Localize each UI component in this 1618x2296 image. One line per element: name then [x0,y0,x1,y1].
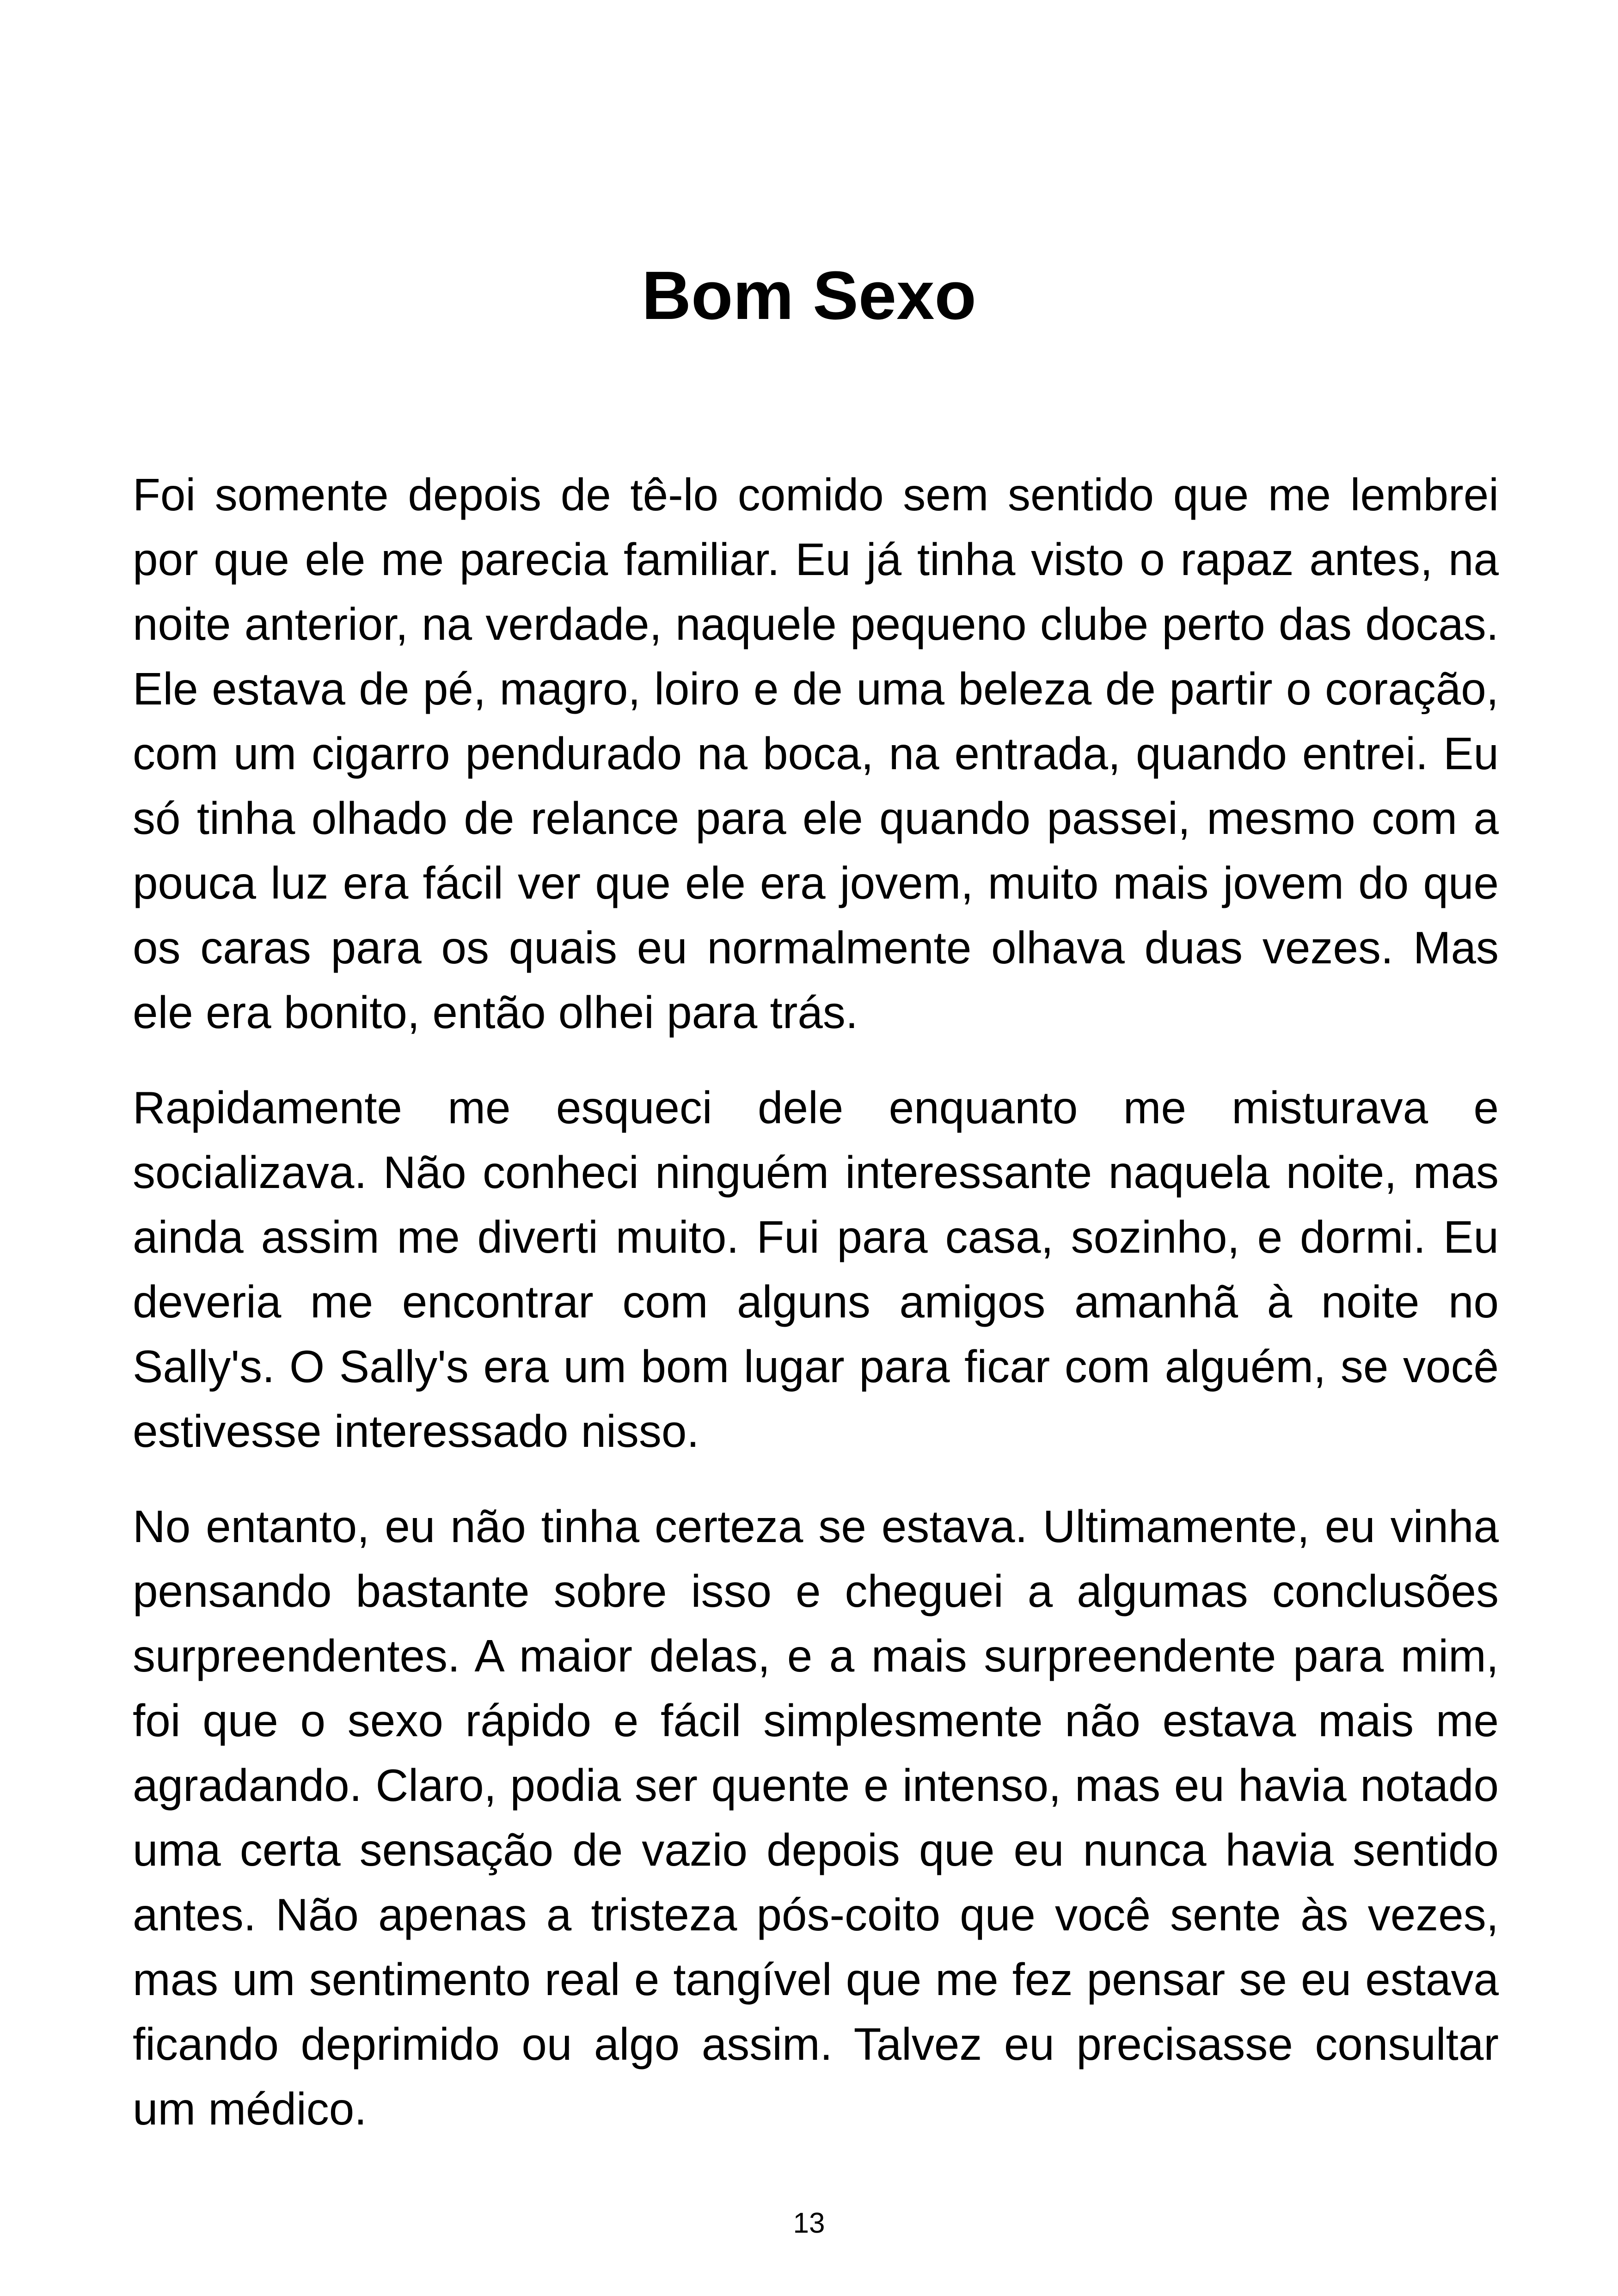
page-number: 13 [793,2207,825,2239]
paragraph-1: Foi somente depois de tê-lo comido sem sentido que me lembrei por que ele me parecia familiar. Eu já tinha visto o rapaz antes, na noite anterior, na verdade, naquele pequeno clube perto das docas. Ele estava de pé, magro, loiro e de uma beleza de partir o coração, com um cigarro pendurado na boca, na entrada, quando entrei. Eu só tinha olhado de relance para ele quando passei, mesmo com a pouca luz era fácil ver que ele era jovem, muito mais jovem do que os caras para os quais eu normalmente olhava duas vezes. Mas ele era bonito, então olhei para trás. [133,469,1499,1038]
paragraph-2: Rapidamente me esqueci dele enquanto me misturava e socializava. Não conheci ninguém interessante naquela noite, mas ainda assim me diverti muito. Fui para casa, sozinho, e dormi. Eu deveria me encontrar com alguns amigos amanhã à noite no Sally's. O Sally's era um bom lugar para ficar com alguém, se você estivesse interessado nisso. [133,1082,1499,1457]
body-text [133,462,1499,2172]
chapter-title: Bom Sexo [642,257,976,334]
paragraph-3: No entanto, eu não tinha certeza se estava. Ultimamente, eu vinha pensando bastante sobre isso e cheguei a algumas conclusões surpreendentes. A maior delas, e a mais surpreendente para mim, foi que o sexo rápido e fácil simplesmente não estava mais me agradando. Claro, podia ser quente e intenso, mas eu havia notado uma certa sensação de vazio depois que eu nunca havia sentido antes. Não apenas a tristeza pós-coito que você sente às vezes, mas um sentimento real e tangível que me fez pensar se eu estava ficando deprimido ou algo assim. Talvez eu precisasse consultar um médico. [133,1501,1499,2134]
